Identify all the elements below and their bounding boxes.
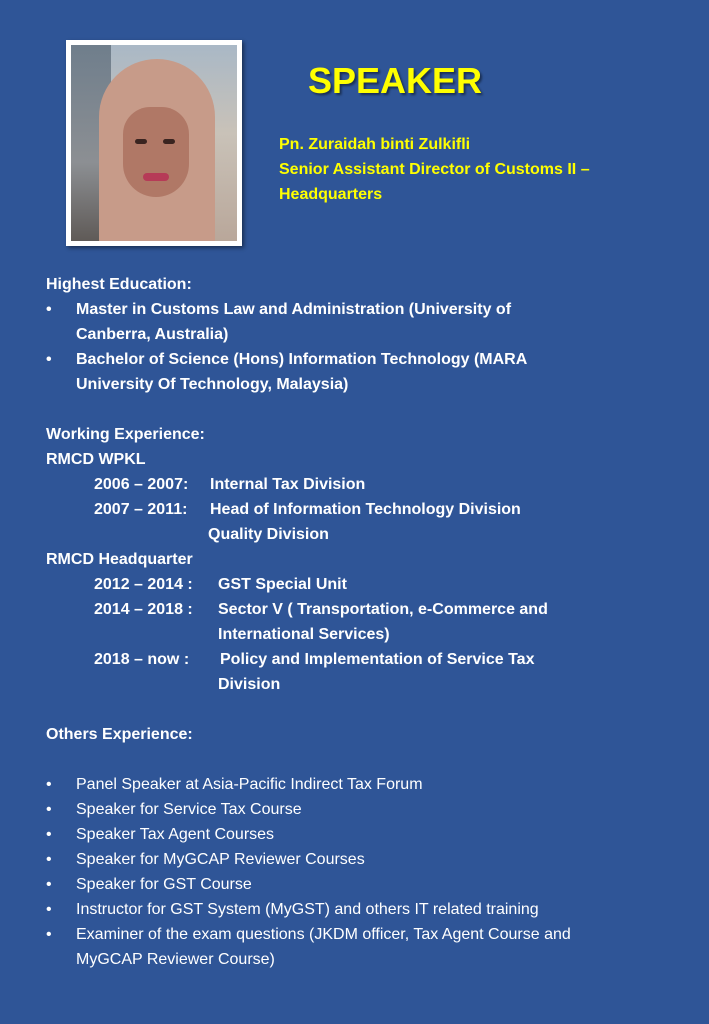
speaker-position-cont: Headquarters — [279, 186, 383, 203]
photo-eye-left — [135, 139, 147, 144]
work-desc: Internal Tax Division — [210, 476, 366, 493]
page-title: SPEAKER — [307, 60, 483, 101]
bullet-icon: • — [46, 901, 52, 918]
profile-content — [46, 272, 686, 972]
education-item: • Master in Customs Law and Administration (University of Canberra, Australia) — [46, 297, 686, 347]
work-years: 2014 – 2018 : — [94, 601, 193, 618]
photo-face — [123, 107, 189, 197]
work-years: 2018 – now : — [94, 651, 190, 668]
list-item: • Instructor for GST System (MyGST) and others IT related training — [46, 897, 686, 922]
bullet-icon: • — [46, 851, 52, 868]
work-desc: GST Special Unit — [218, 576, 347, 593]
list-item: • Examiner of the exam questions (JKDM officer, Tax Agent Course and MyGCAP Reviewer Course) — [46, 922, 686, 972]
bullet-icon: • — [46, 776, 52, 793]
portrait-image — [71, 45, 237, 241]
work-desc: Head of Information Technology Division — [210, 501, 521, 518]
work-desc: Policy and Implementation of Service Tax — [220, 651, 535, 668]
work-desc-cont: Division — [218, 676, 281, 693]
work-heading: Working Experience: — [46, 426, 205, 443]
work-entry — [46, 647, 686, 672]
work-org: RMCD WPKL — [46, 451, 146, 468]
education-item: • Bachelor of Science (Hons) Information Technology (MARA University Of Technology, Malaysia) — [46, 347, 686, 397]
photo-eye-right — [163, 139, 175, 144]
work-years: 2012 – 2014 : — [94, 576, 193, 593]
list-item: • Speaker for GST Course — [46, 872, 686, 897]
work-entry — [46, 572, 686, 597]
bullet-icon: • — [46, 801, 52, 818]
speaker-info — [279, 132, 659, 207]
work-desc: Sector V ( Transportation, e-Commerce and — [218, 601, 548, 618]
work-years: 2007 – 2011: — [94, 501, 188, 518]
work-desc-cont: Quality Division — [208, 526, 329, 543]
photo-lips — [143, 173, 169, 181]
work-years: 2006 – 2007: — [94, 476, 189, 493]
speaker-name: Pn. Zuraidah binti Zulkifli — [279, 136, 471, 153]
speaker-photo — [66, 40, 242, 246]
bullet-icon: • — [46, 826, 52, 843]
work-entry — [46, 497, 686, 522]
list-item: • Speaker for MyGCAP Reviewer Courses — [46, 847, 686, 872]
others-heading: Others Experience: — [46, 726, 193, 743]
others-list — [46, 772, 686, 972]
list-item: • Panel Speaker at Asia-Pacific Indirect Tax Forum — [46, 772, 686, 797]
work-entry — [46, 472, 686, 497]
bullet-icon: • — [46, 926, 52, 943]
work-org: RMCD Headquarter — [46, 551, 193, 568]
work-entry — [46, 597, 686, 622]
bullet-icon: • — [46, 301, 52, 318]
work-desc-cont: International Services) — [218, 626, 390, 643]
speaker-position: Senior Assistant Director of Customs II – — [279, 161, 590, 178]
bullet-icon: • — [46, 876, 52, 893]
education-heading: Highest Education: — [46, 276, 192, 293]
bullet-icon: • — [46, 351, 52, 368]
list-item: • Speaker for Service Tax Course — [46, 797, 686, 822]
list-item: • Speaker Tax Agent Courses — [46, 822, 686, 847]
